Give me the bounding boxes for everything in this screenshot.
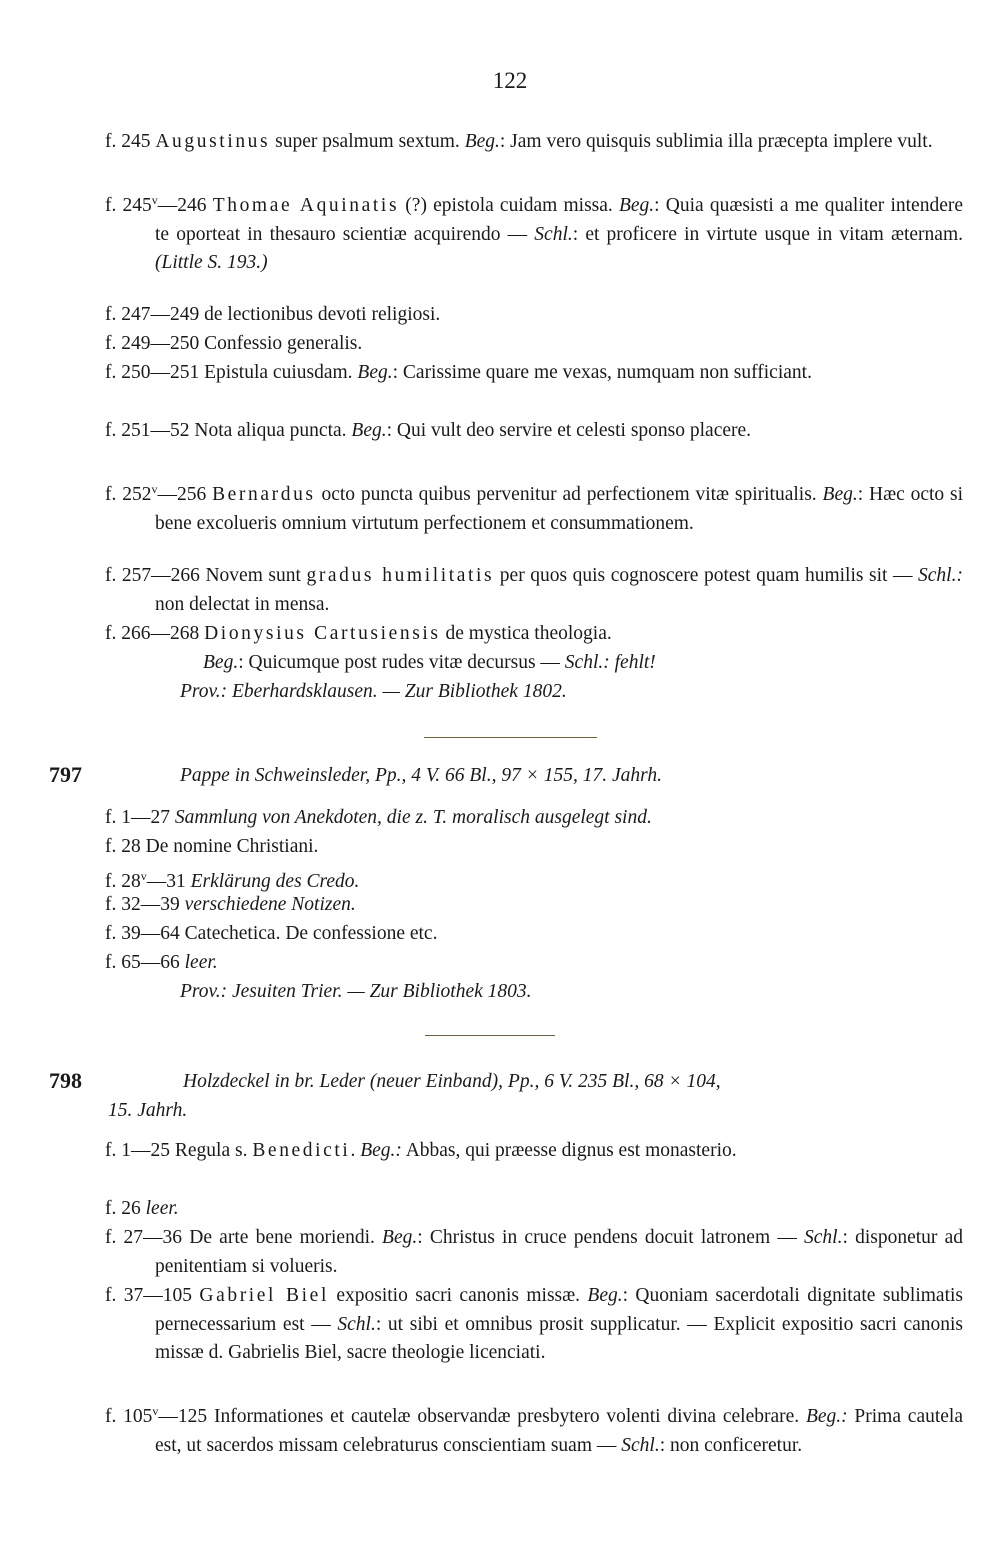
entry-797-f1-27: f. 1—27 Sammlung von Anekdoten, die z. T. moralisch ausgelegt sind. — [105, 807, 652, 828]
entry-798-f27-36: f. 27—36 De arte bene moriendi. Beg.: Christus in cruce pendens docuit latronem — Schl.: disponetur ad penitentiam si volueris. — [105, 1227, 963, 1277]
entry-797-f65-66: f. 65—66 leer. — [105, 952, 218, 973]
entry-797-f28: f. 28 De nomine Christiani. — [105, 836, 319, 857]
entry-f250-251: f. 250—251 Epistula cuiusdam. Beg.: Carissime quare me vexas, numquam non sufficiant. — [105, 362, 812, 383]
entry-797-f39-64: f. 39—64 Catechetica. De confessione etc. — [105, 923, 438, 944]
entry-f247-249: f. 247—249 de lectionibus devoti religiosi. — [105, 304, 441, 325]
entry-798-f26: f. 26 leer. — [105, 1198, 179, 1219]
entry-f249-250: f. 249—250 Confessio generalis. — [105, 333, 363, 354]
entry-797-f32-39: f. 32—39 verschiedene Notizen. — [105, 894, 356, 915]
entry-f252v-256: f. 252$^v$—256 Bernardus octo puncta quibus pervenitur ad perfectionem vitæ spiritualis. Beg.: Hæc octo si bene excolueris omnium virtutum perfectionem et consummationem. — [105, 482, 963, 534]
beg-line-f266: Beg.: Quicumque post rudes vitæ decursus — Schl.: fehlt! — [203, 652, 656, 673]
entry-797-f28v-31: f. 28$^v$—31 Erklärung des Credo. — [105, 869, 360, 892]
entry-f245: f. 245 Augustinus super psalmum sextum. Beg.: Jam vero quisquis sublimia illa præcepta implere vult. — [105, 131, 933, 152]
manuscript-description-798-line2: 15. Jahrh. — [108, 1100, 188, 1121]
entry-f266-268: f. 266—268 Dionysius Cartusiensis de mystica theologia. — [105, 623, 612, 644]
manuscript-description-798-line1: Holzdeckel in br. Leder (neuer Einband), Pp., 6 V. 235 Bl., 68 × 104, — [183, 1071, 721, 1092]
manuscript-number-798: 798 — [49, 1068, 82, 1093]
provenance-line-796: Prov.: Eberhardsklausen. — Zur Bibliothek 1802. — [180, 681, 567, 702]
entry-f251-52: f. 251—52 Nota aliqua puncta. Beg.: Qui vult deo servire et celesti sponso placere. — [105, 420, 752, 441]
manuscript-description-797: Pappe in Schweinsleder, Pp., 4 V. 66 Bl., 97 × 155, 17. Jahrh. — [180, 765, 663, 786]
manuscript-number-797: 797 — [49, 762, 82, 787]
provenance-line-797: Prov.: Jesuiten Trier. — Zur Bibliothek 1803. — [180, 981, 532, 1002]
section-divider — [424, 737, 597, 738]
entry-f245v-246: f. 245$^v$—246 Thomae Aquinatis (?) epistola cuidam missa. Beg.: Quia quæsisti a me qualiter intendere te oporteat in thesauro scientiæ acquirendo — Schl.: et proficere in virtute usque in vitam æternam. (Little S. 193.) — [105, 193, 964, 274]
page-number: 122 — [492, 68, 528, 93]
entry-798-f105v-125: f. 105$^v$—125 Informationes et cautelæ observandæ presbytero volenti divina celebrare. Beg.: Prima cautela est, ut sacerdos missam celebraturus conscientiam suam — Schl.: non conficeretur. — [105, 1404, 964, 1456]
entry-798-f1-25: f. 1—25 Regula s. Benedicti. Beg.: Abbas, qui præesse dignus est monasterio. — [105, 1140, 737, 1161]
entry-f257-266: f. 257—266 Novem sunt gradus humilitatis per quos quis cognoscere potest quam humilis sit — Schl.: non delectat in mensa. — [105, 565, 963, 615]
section-divider — [425, 1035, 555, 1036]
entry-798-f37-105: f. 37—105 Gabriel Biel expositio sacri canonis missæ. Beg.: Quoniam sacerdotali dignitate sublimatis pernecessarium est — Schl.: ut sibi et omnibus prosit supplicatur. — Explicit expositio sacri canonis missæ d. Gabrielis Biel, sacre theologie licenciati. — [105, 1285, 964, 1364]
